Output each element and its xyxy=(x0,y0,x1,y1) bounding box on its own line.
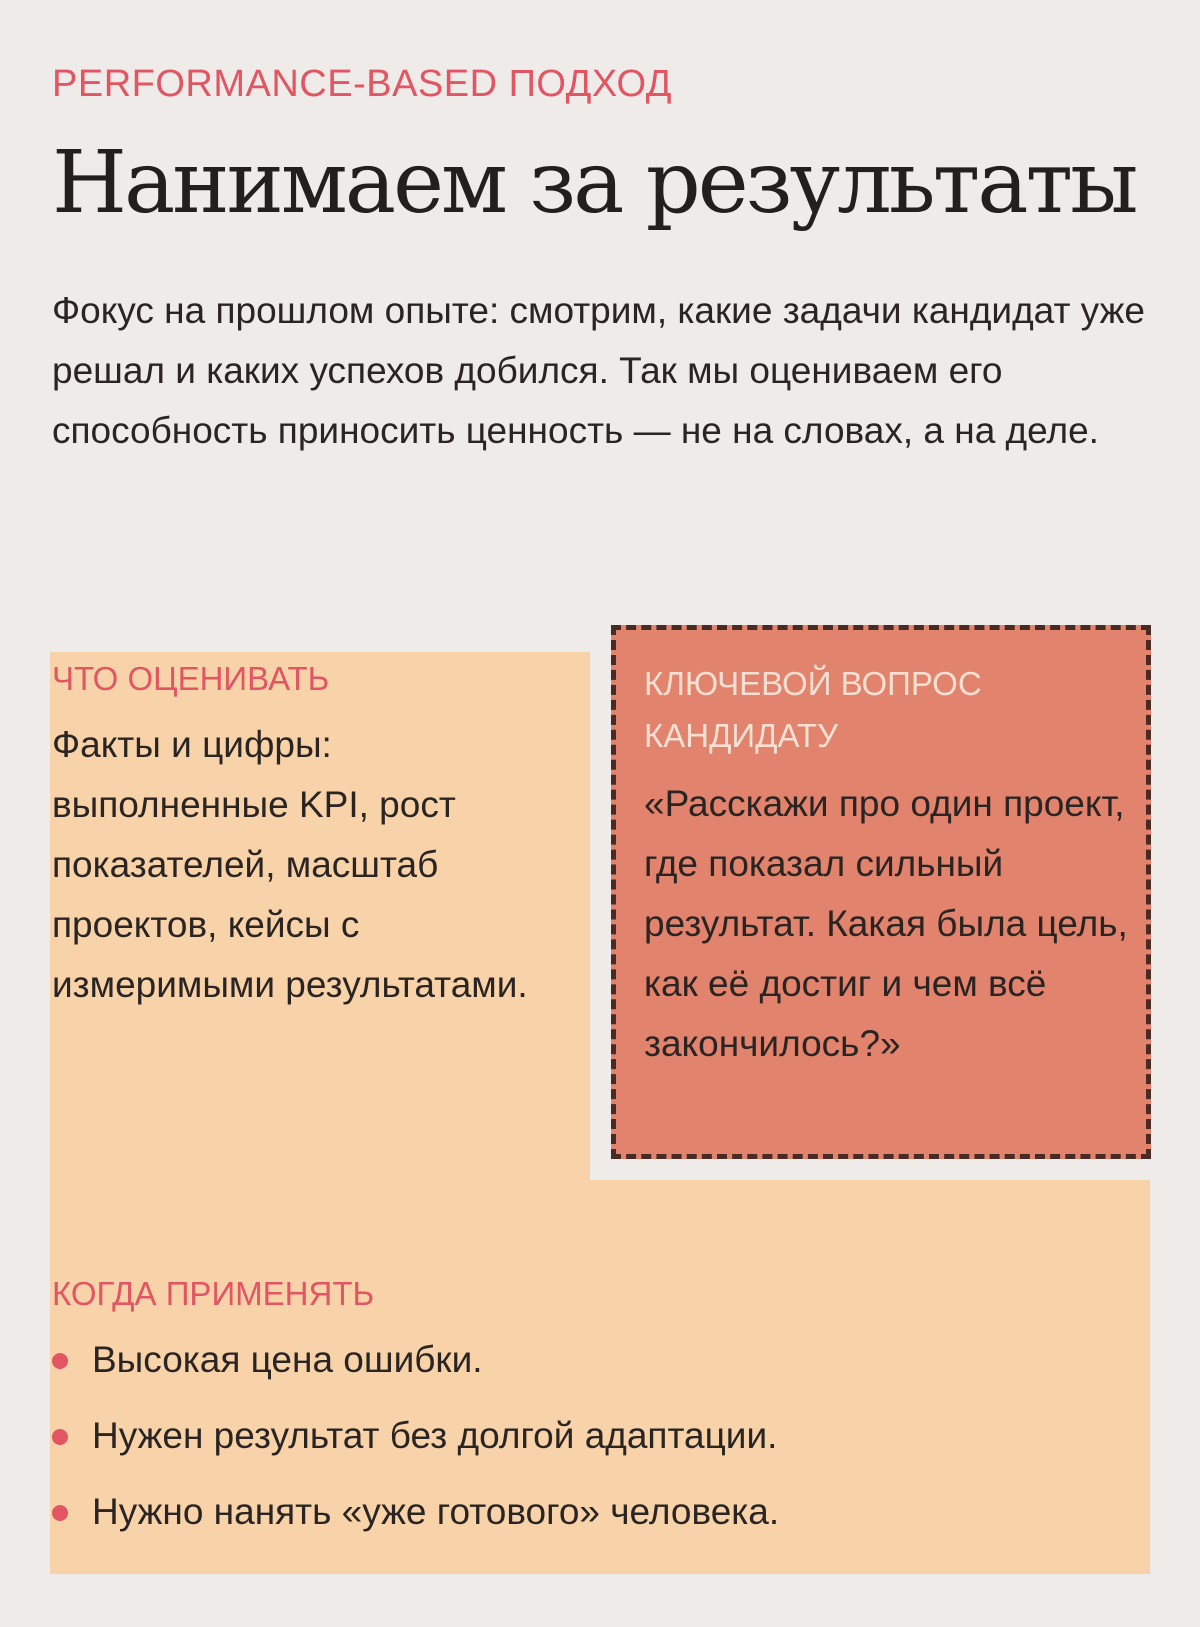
bullet-dot-icon xyxy=(52,1429,68,1445)
key-question-label: КЛЮЧЕВОЙ ВОПРОС КАНДИДАТУ xyxy=(644,665,982,754)
bullet-dot-icon xyxy=(52,1353,68,1369)
key-question-card xyxy=(611,625,1151,1159)
eyebrow-label: PERFORMANCE-BASED ПОДХОД xyxy=(52,63,672,105)
assess-section-label: ЧТО ОЦЕНИВАТЬ xyxy=(52,660,330,697)
page-title: Нанимаем за результаты xyxy=(52,133,1136,233)
bullet-dot-icon xyxy=(52,1505,68,1521)
list-item-text: Высокая цена ошибки. xyxy=(92,1339,483,1380)
apply-section-label: КОГДА ПРИМЕНЯТЬ xyxy=(52,1275,375,1312)
assess-section-body: Факты и цифры: выполненные KPI, рост показателей, масштаб проектов, кейсы с измеримыми результатами. xyxy=(52,724,528,1005)
lead-paragraph: Фокус на прошлом опыте: смотрим, какие задачи кандидат уже решал и каких успехов добился. Так мы оцениваем его способность приносить ценность — не на словах, а на деле. xyxy=(52,290,1145,451)
key-question-body: «Расскажи про один проект, где показал сильный результат. Какая была цель, как её достиг и чем всё закончилось?» xyxy=(644,783,1128,1064)
list-item-text: Нужно нанять «уже готового» человека. xyxy=(92,1491,780,1532)
list-item-text: Нужен результат без долгой адаптации. xyxy=(92,1415,778,1456)
